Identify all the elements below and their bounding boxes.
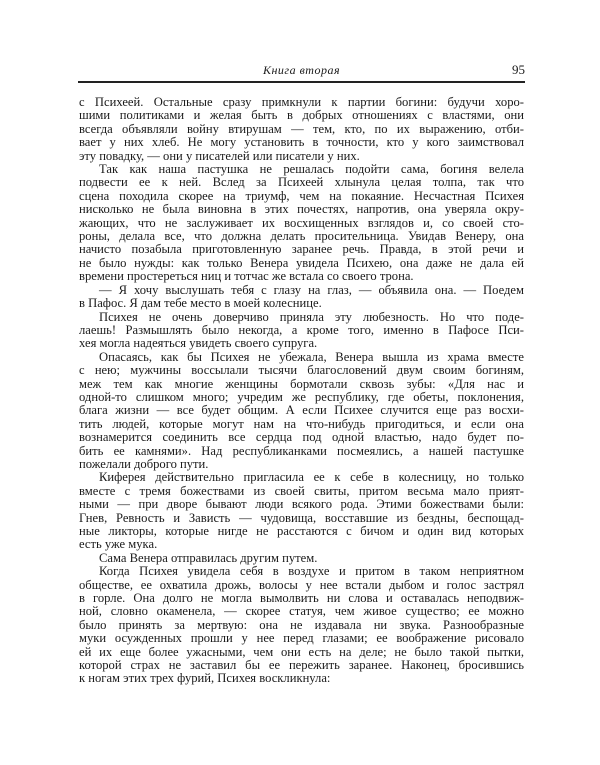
text-line: всегда объявляли войну втирушам — тем, кто, по их выражению, отби- <box>79 121 524 136</box>
paragraph <box>79 311 524 351</box>
text-line: Сама Венера отправилась другим путем. <box>99 550 318 565</box>
text-line: нисколько не была виновна в этих почестях, напротив, она уверяла окру- <box>79 202 524 217</box>
text-line: пожелали доброго пути. <box>79 456 209 471</box>
text-line: времени простереться ниц и тотчас же встала со своего трона. <box>79 269 414 284</box>
text-line: с нею; мужчины воссылали тысячи благословений двум своим богиням, <box>79 363 524 378</box>
running-header <box>78 62 525 80</box>
text-line: вознамерится соединить все сердца под одной властью, надо будет по- <box>79 430 524 445</box>
text-line: тить людей, которые могут нам на что-нибудь пригодиться, и если она <box>79 416 524 431</box>
text-line: Киферея действительно пригласила ее к себе в колесницу, но только <box>99 470 524 485</box>
running-title: Книга вторая <box>262 63 341 77</box>
text-line: не было нужды: как только Венера увидела Психею, она даже не дала ей <box>79 255 524 270</box>
text-line: — Я хочу выслушать тебя с глазу на глаз, — объявила она. — Поедем <box>99 282 524 297</box>
text-line: в Пафос. Я дам тебе место в моей колеснице. <box>79 296 322 311</box>
paragraph <box>79 552 524 565</box>
text-line: эту повадку, — они у писателей или писатели у них. <box>79 148 360 163</box>
paragraph <box>79 163 524 284</box>
text-line: к ногам этих трех фурий, Психея воскликнула: <box>79 671 331 686</box>
text-line: блага жизни — все будет общим. А если Психее случится еще раз восхи- <box>79 403 524 418</box>
text-line: подвести ее к ней. Вслед за Психеей хлынула целая толпа, так что <box>79 175 524 190</box>
text-line: вместе с тремя божествами из своей свиты, притом весьма мало прият- <box>79 483 524 498</box>
text-line: роны, делала все, что должна делать просительница. Увидав Венеру, она <box>79 229 524 244</box>
text-line: шими политиками и желая быть в добрых отношениях с властями, они <box>79 108 524 123</box>
text-line: в горле. Она долго не могла вымолвить ни слова и оставалась неподвиж- <box>79 591 524 606</box>
text-line: Психея не очень доверчиво приняла эту любезность. Но что поде- <box>99 309 524 324</box>
text-line: ной, словно окаменела, — скорее статуя, чем живое существо; ее можно <box>79 604 524 619</box>
text-line: было принять за мертвую: она не издавала ни звука. Разнообразные <box>79 617 524 632</box>
header-rule <box>78 81 525 83</box>
text-line: Опасаясь, как бы Психея не убежала, Венера вышла из храма вместе <box>99 349 524 364</box>
paragraph <box>79 284 524 311</box>
text-line: ные ликторы, которые нигде не расстаются с бичом и один вид которых <box>79 524 524 538</box>
text-line: Так как наша пастушка не решалась подойти сама, богиня велела <box>99 162 524 177</box>
text-line: которой страх не заставил бы ее пережить заранее. Наконец, бросившись <box>79 658 524 673</box>
text-line: одной-то слишком много; учредим же республику, где обеты, поклонения, <box>79 389 524 404</box>
paragraph <box>79 565 524 686</box>
paragraph <box>79 471 524 551</box>
text-line: обществе, ее охватила дрожь, волосы у нее встали дыбом и голос застрял <box>79 577 524 592</box>
text-line: Когда Психея увидела себя в воздухе и притом в таком неприятном <box>99 564 524 579</box>
text-line: сцена походила скорее на триумф, чем на покаяние. Несчастная Психея <box>79 188 524 203</box>
page-body-text <box>79 96 524 686</box>
text-line: начисто позабыла приготовленную заранее речь. Правда, в этой речи и <box>79 242 524 257</box>
text-line: меж тем как многие женщины бормотали сквозь зубы: «Для нас и <box>79 376 524 391</box>
text-line: с Психеей. Остальные сразу примкнули к партии богини: будучи хоро- <box>79 95 524 109</box>
paragraph <box>79 96 524 163</box>
text-line: лаешь! Размышлять было некогда, а кроме того, именно в Пафосе Пси- <box>79 322 524 337</box>
text-line: вает у них хлеб. Не могу установить в точности, кто у кого заимствовал <box>79 135 524 150</box>
text-line: муки осужденных прошли у нее перед глазами; ее воображение рисовало <box>79 631 524 646</box>
text-line: ными — при дворе бывают люди всякого рода. Этими божествами были: <box>79 497 524 512</box>
text-line: есть уже мука. <box>79 537 158 552</box>
text-line: жающих, что не заслуживает их восхищенных взглядов и, со своей сто- <box>79 215 524 230</box>
text-line: ей их еще более ужасными, чем они есть на деле; не было такой пытки, <box>79 644 524 659</box>
text-line: бить ее камнями». Над республиканками посмеялись, а нашей пастушке <box>79 443 524 458</box>
text-line: хея могла надеяться увидеть своего супруга. <box>79 336 318 351</box>
text-line: Гнев, Ревность и Зависть — чудовища, восставшие из бездны, беспощад- <box>79 510 524 525</box>
page-number: 95 <box>512 62 525 77</box>
paragraph <box>79 351 524 472</box>
